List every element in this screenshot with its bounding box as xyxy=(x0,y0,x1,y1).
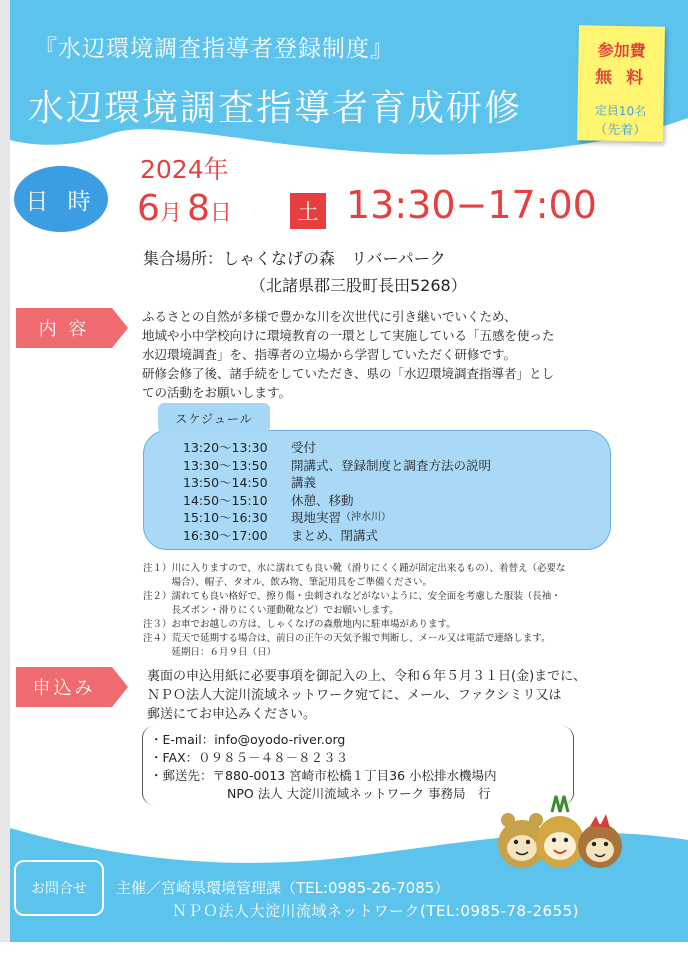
pre-title: 『水辺環境調査指導者登録制度』 xyxy=(34,36,394,62)
schedule-sub: （沖水川） xyxy=(341,512,392,523)
content-line: 水辺環境調査」を、指導者の立場から学習していただく研修です。 xyxy=(142,347,517,362)
note-line: 注１）川に入りますので、水に濡れても良い靴（滑りにくく踵が固定出来るもの）、着替え（必要な xyxy=(143,563,566,574)
inquiry-box: お問合せ xyxy=(14,860,104,916)
note-line: 注４）荒天で延期する場合は、前日の正午の天気予報で判断し、メール又は電話で連絡します。 xyxy=(143,633,551,644)
contact-mail-address: ・郵送先：〒880-0013 宮崎市松橋１丁目36 小松排水機場内 xyxy=(150,768,497,783)
month-unit: 月 xyxy=(159,201,182,226)
schedule-desc: 休憩、移動 xyxy=(291,492,354,508)
content-line: 地域や小中学校向けに環境教育の一環として実施している「五感を使った xyxy=(142,328,555,343)
capacity-text: 定員10名 xyxy=(594,103,647,119)
schedule-time: 15:10〜16:30 xyxy=(183,510,268,525)
contact-fax: ・FAX：０９８５－４８－８２３３ xyxy=(150,750,349,765)
schedule-desc: 現地実習 xyxy=(291,510,342,525)
month-number: 6 xyxy=(137,188,160,229)
apply-line: 郵送にてお申込みください。 xyxy=(147,707,317,722)
content-tag-label: 内 容 xyxy=(38,319,90,340)
day-number: 8 xyxy=(187,188,210,229)
schedule-row xyxy=(183,492,491,510)
schedule-row xyxy=(183,509,491,527)
event-time: 13:30−17:00 xyxy=(346,183,597,227)
content-description xyxy=(142,307,662,402)
first-come-text: （先着） xyxy=(594,122,647,139)
mascot-middle xyxy=(536,796,584,868)
event-date xyxy=(137,188,232,229)
apply-line: ＮＰＯ法人大淀川流域ネットワーク宛てに、メール、ファクシミリ又は xyxy=(147,688,562,703)
note-line: 注３）お車でお越しの方は、しゃくなげの森敷地内に駐車場があります。 xyxy=(143,619,456,630)
schedule-time: 13:20〜13:30 xyxy=(183,440,268,455)
schedule-label: スケジュール xyxy=(158,403,270,433)
apply-line: 裏面の申込用紙に必要事項を御記入の上、令和６年５月３１日(金)までに、 xyxy=(147,669,587,684)
day-unit: 日 xyxy=(209,201,232,226)
schedule-desc: 開講式、登録制度と調査方法の説明 xyxy=(291,457,492,473)
schedule-time: 13:30〜13:50 xyxy=(183,457,268,473)
note-line: 延期日：６月９日（日） xyxy=(143,647,277,658)
schedule-list xyxy=(183,439,491,544)
event-year: 2024年 xyxy=(140,155,229,184)
content-line: ての活動をお願いします。 xyxy=(142,385,292,400)
schedule-row xyxy=(183,439,491,457)
schedule-time: 14:50〜15:10 xyxy=(183,492,268,508)
npo-contact: ＮＰＯ法人大淀川流域ネットワーク(TEL:0985-78-2655) xyxy=(172,902,580,920)
apply-tag xyxy=(16,667,128,707)
apply-tag-label: 申込み xyxy=(32,678,96,699)
content-tag xyxy=(16,308,128,348)
schedule-desc: 講義 xyxy=(291,475,317,490)
venue-text: 集合場所：しゃくなげの森 リバーパーク xyxy=(143,249,446,268)
contact-email[interactable]: ・E-mail：info@oyodo-river.org xyxy=(150,732,346,747)
main-title: 水辺環境調査指導者育成研修 xyxy=(28,88,523,129)
bottom-margin xyxy=(0,942,688,960)
schedule-desc: 受付 xyxy=(291,440,317,455)
notes-list xyxy=(143,562,663,660)
fee-value: 無 料 xyxy=(594,67,648,89)
venue-address: （北諸県郡三股町長田5268） xyxy=(250,276,467,295)
mascot-right xyxy=(578,814,622,868)
schedule-time: 13:50〜14:50 xyxy=(183,475,268,490)
schedule-desc: まとめ、閉講式 xyxy=(291,527,379,543)
contact-info xyxy=(150,731,497,803)
note-line: 長ズボン・滑りにくい運動靴など）でお願いします。 xyxy=(143,605,399,616)
fee-sticky-note xyxy=(577,25,665,141)
weekday-badge: 土 xyxy=(290,193,326,229)
note-line: 場合）、帽子、タオル、飲み物、筆記用具をご準備ください。 xyxy=(143,577,432,588)
note-line: 注２）濡れても良い格好で、擦り傷・虫刺されなどがないように、安全面を考慮した服装（長袖・ xyxy=(143,591,561,602)
schedule-row xyxy=(183,527,491,545)
mascot-characters-illustration xyxy=(494,792,626,872)
apply-description xyxy=(147,667,667,724)
datetime-label: 日 時 xyxy=(14,166,108,232)
content-line: 研修会修了後、諸手続をしていただき、県の「水辺環境調査指導者」とし xyxy=(142,366,555,381)
contact-mail-recipient: NPO 法人 大淀川流域ネットワーク 事務局 行 xyxy=(227,786,491,801)
organizer-contact: 主催／宮崎県環境管理課（TEL:0985-26-7085） xyxy=(116,879,450,897)
content-line: ふるさとの自然が多様で豊かな川を次世代に引き継いでいくため、 xyxy=(142,309,517,324)
schedule-time: 16:30〜17:00 xyxy=(183,527,268,543)
schedule-row xyxy=(183,457,491,475)
fee-label: 参加費 xyxy=(597,40,646,61)
schedule-row xyxy=(183,474,491,492)
